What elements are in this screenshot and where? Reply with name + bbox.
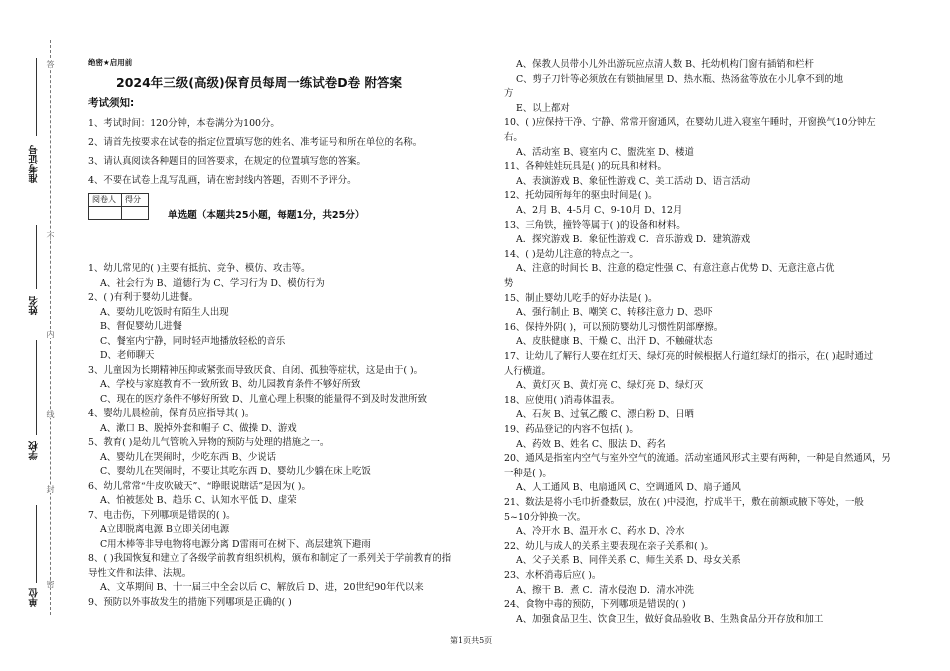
question-line: A、擦干 B．煮 C．清水侵泡 D．清水冲洗	[516, 584, 694, 596]
question-line: 15、制止婴幼儿吃手的好办法是( )。	[504, 292, 658, 304]
question-line: 1、幼儿常见的( )主要有抵抗、竞争、模仿、攻击等。	[88, 263, 311, 274]
question-line: 21、数法是将小毛巾折叠数层，放在( )中浸泡，拧成半干，敷在前额或腋下等处，一般	[504, 497, 864, 508]
question-line: A、活动室 B、寝室内 C、盥洗室 D、楼道	[516, 146, 694, 158]
question-line: 人行横道。	[504, 365, 551, 377]
question-line: D、老师聊天	[100, 350, 155, 361]
school-label: 学校	[29, 441, 40, 460]
question-line: A．探究游戏 B．象征性游戏 C．音乐游戏 D．建筑游戏	[516, 234, 751, 246]
unit-label: 单位	[29, 588, 40, 607]
question-line: 13、三角铁，撞铃等属于( )的设备和材料。	[504, 219, 686, 231]
exam-number-label: 准考证号	[29, 145, 40, 183]
question-line: A、药效 B、姓名 C、服法 D、药名	[516, 438, 666, 450]
cut-word: 密	[46, 580, 55, 588]
question-line: C、餐室内宁静，同时轻声地播放轻松的音乐	[100, 335, 286, 347]
cut-word: 不	[46, 232, 55, 240]
question-line: C、剪子刀针等必须放在有锁抽屉里 D、热水瓶、热汤盆等放在小儿拿不到的地	[516, 73, 844, 85]
name-label: 姓名	[29, 296, 40, 315]
question-line: E、以上都对	[516, 102, 570, 114]
question-line: A、社会行为 B、道德行为 C、学习行为 D、模仿行为	[100, 277, 325, 289]
question-line: 6、幼儿常常“牛皮吹破天”、“睁眼说瞎话”是因为( )。	[88, 480, 311, 492]
notice-item: 3、请认真阅读各种题目的回答要求，在规定的位置填写您的答案。	[88, 156, 366, 167]
question-line: 9、预防以外事故发生的措施下列哪项是正确的( )	[88, 596, 292, 608]
question-line: 3、儿童因为长期精神压抑或紧张而导致厌食、自闭、孤独等症状，这是由于( )。	[88, 364, 424, 376]
question-line: 2、( )有利于婴幼儿进餐。	[88, 292, 199, 303]
question-line: A、要幼儿吃饭时有陌生人出现	[100, 306, 229, 318]
question-line: 一种是( )。	[504, 467, 552, 479]
notice-item: 4、不要在试卷上乱写乱画，请在密封线内答题，否则不予评分。	[88, 175, 357, 186]
question-line: 右。	[504, 132, 523, 143]
question-line: 10、( )应保持干净、宁静、常常开窗通风，在婴幼儿进入寝室午睡时，开窗换气10分钟左	[504, 117, 876, 129]
question-line: 5~10分钟换一次。	[504, 511, 586, 523]
cut-word: 答	[46, 60, 55, 68]
question-line: 4、婴幼儿晨检前，保育员应指导其( )。	[88, 408, 255, 419]
question-line: 16、保持外阴( )，可以预防婴幼儿习惯性阴部摩擦。	[504, 321, 724, 333]
question-line: 12、托幼园所每年的驱虫时间是( )。	[504, 190, 658, 202]
score-cell[interactable]	[122, 207, 149, 220]
name-blank[interactable]	[36, 225, 37, 289]
question-line: B、督促婴幼儿进餐	[100, 321, 182, 332]
question-line: A、皮肤健康 B、干燥 C、出汗 D、不触碰状态	[516, 336, 713, 348]
question-line: 5、教育( )是幼儿气管吮入异物的预防与处理的措施之一。	[88, 437, 330, 448]
question-line: A、黄灯灭 B、黄灯亮 C、绿灯亮 D、绿灯灭	[516, 380, 704, 392]
question-line: A、加强食品卫生、饮食卫生，做好食品验收 B、生熟食品分开存放和加工	[516, 613, 824, 625]
cut-word: 内	[46, 330, 55, 338]
question-line: 17、让幼儿了解行人要在红灯天、绿灯亮的时候根据人行道红绿灯的指示，在( )起时通过	[504, 351, 874, 362]
score-header: 得分	[122, 194, 149, 207]
question-line: 11、各种娃娃玩具是( )的玩具和材料。	[504, 161, 667, 173]
question-line: 20、通风是指室内空气与室外空气的流通。活动室通风形式主要有两种，一种是自然通风，另	[504, 453, 891, 465]
question-line: A、漱口 B、脱掉外套和帽子 C、做操 D、游戏	[100, 422, 297, 434]
question-line: 导性文件和法律、法规。	[88, 567, 192, 579]
question-line: A、文革期间 B、十一届三中全会以后 C、解放后 D、进，20世纪90年代以来	[100, 582, 424, 593]
notice-heading: 考试须知:	[88, 97, 135, 109]
question-line: A、强行制止 B、嘲笑 C、转移注意力 D、恐吓	[516, 307, 713, 319]
question-line: A、人工通风 B、电扇通风 C、空调通风 D、扇子通风	[516, 482, 741, 494]
question-line: A、表演游戏 B、象征性游戏 C、美工活动 D、语言活动	[516, 175, 751, 187]
question-line: A、冷开水 B、温开水 C、药水 D、冷水	[516, 526, 685, 538]
question-line: A、婴幼儿在哭闹时，少吃东西 B、少说话	[100, 451, 277, 463]
score-table	[88, 193, 149, 220]
question-line: A、2月 B、4-5月 C、9-10月 D、12月	[516, 205, 683, 216]
question-line: 势	[504, 278, 514, 289]
question-line: 24、食物中毒的预防，下列哪项是错误的( )	[504, 599, 686, 611]
reviewer-header: 阅卷人	[89, 194, 122, 207]
question-line: A立即脱离电源 B立即关闭电源	[100, 524, 230, 535]
seal-line	[50, 40, 51, 615]
reviewer-cell[interactable]	[89, 207, 122, 220]
question-line: C用木棒等非导电物将电源分离 D雷雨可在树下、高层建筑下避雨	[100, 538, 371, 550]
page-footer: 第1页共5页	[450, 636, 493, 645]
question-line: 18、应使用( )消毒体温表。	[504, 394, 620, 406]
question-line: A、保教人员带小儿外出游玩应点清人数 B、托幼机构门窗有插销和栏杆	[516, 59, 814, 70]
question-line: 22、幼儿与成人的关系主要表现在亲子关系和( )。	[504, 540, 714, 552]
question-line: 23、水杯消毒后应( )。	[504, 570, 602, 581]
exam-number-blank[interactable]	[36, 58, 37, 136]
question-line: 14、( )是幼儿注意的特点之一。	[504, 248, 639, 260]
notice-item: 1、考试时间：120分钟，本卷满分为100分。	[88, 118, 280, 129]
cut-word: 线	[46, 410, 55, 418]
school-blank[interactable]	[36, 340, 37, 435]
question-line: 8、( )我国恢复和建立了各级学前教育组织机构，颁布和制定了一系列关于学前教育的指	[88, 553, 452, 564]
exam-title: 2024年三级(高级)保育员每周一练试卷D卷 附答案	[116, 75, 402, 90]
question-line: C、婴幼儿在哭闹时，不要让其吃东西 D、婴幼儿少躺在床上吃饭	[100, 466, 371, 477]
question-line: A、学校与家庭教育不一致所致 B、幼儿园教育条件不够好所致	[100, 379, 361, 390]
unit-blank[interactable]	[36, 505, 37, 583]
question-line: A、怕被惩处 B、趋乐 C、认知水平低 D、虚荣	[100, 495, 297, 506]
question-line: A、石灰 B、过氧乙酸 C、漂白粉 D、日晒	[516, 409, 694, 421]
section-title: 单选题（本题共25小题，每题1分，共25分）	[168, 210, 365, 221]
question-line: C、现在的医疗条件不够好所致 D、儿童心理上积聚的能量得不到及时发泄所致	[100, 393, 428, 405]
question-line: A、父子关系 B、同伴关系 C、师生关系 D、母女关系	[516, 555, 741, 567]
notice-item: 2、请首先按要求在试卷的指定位置填写您的姓名、准考证号和所在单位的名称。	[88, 137, 423, 148]
question-line: A、注意的时间长 B、注意的稳定性强 C、有意注意占优势 D、无意注意占优	[516, 263, 835, 275]
question-line: 方	[504, 88, 514, 100]
question-line: 7、电击伤，下列哪项是错误的( )。	[88, 509, 236, 521]
question-line: 19、药品登记的内容不包括( )。	[504, 424, 639, 435]
binding-margin	[0, 0, 70, 671]
secret-mark: 绝密★启用前	[88, 58, 133, 67]
cut-word: 封	[46, 485, 55, 493]
